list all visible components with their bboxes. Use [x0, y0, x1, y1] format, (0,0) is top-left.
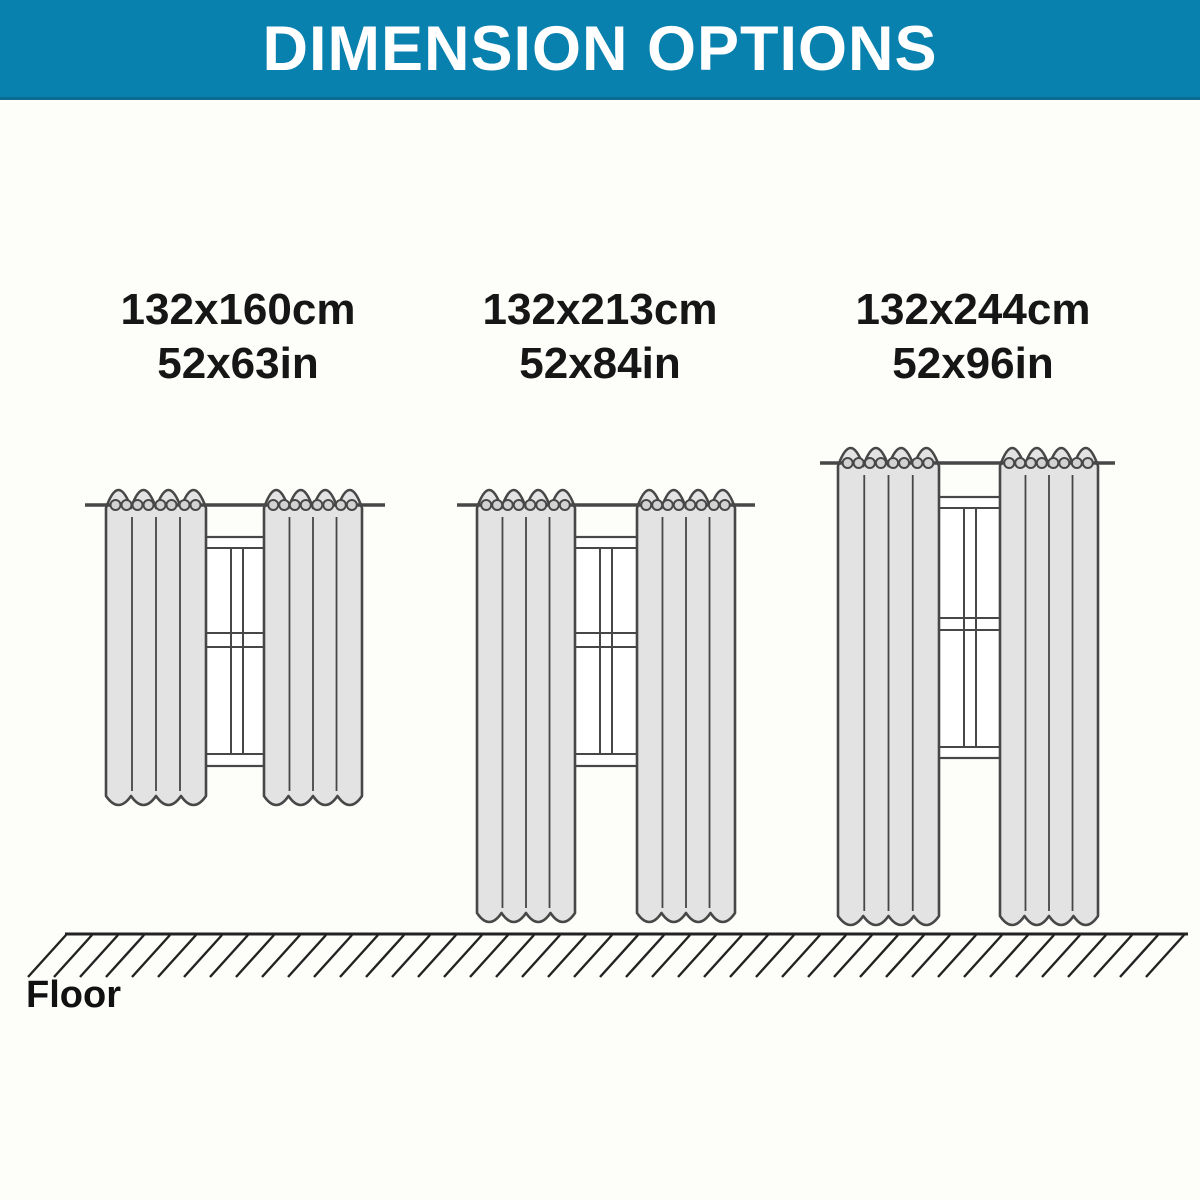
grommet-icon	[514, 500, 524, 510]
curtain-set-1	[85, 490, 385, 805]
grommet-icon	[709, 500, 719, 510]
grommet-icon	[1083, 458, 1093, 468]
grommet-icon	[674, 500, 684, 510]
grommet-icon	[685, 500, 695, 510]
grommet-icon	[525, 500, 535, 510]
grommet-icon	[923, 458, 933, 468]
floor-label: Floor	[26, 974, 121, 1016]
floor-hatching	[28, 934, 1188, 977]
size-option-2-in: 52x84in	[519, 339, 681, 388]
window-frame	[200, 537, 270, 766]
grommet-icon	[323, 500, 333, 510]
grommet-icon	[876, 458, 886, 468]
size-option-1-cm: 132x160cm	[120, 285, 356, 334]
grommet-icon	[503, 500, 513, 510]
grommet-icon	[652, 500, 662, 510]
size-option-2-cm: 132x213cm	[482, 285, 718, 334]
grommet-icon	[1048, 458, 1058, 468]
grommet-icon	[663, 500, 673, 510]
size-option-1-in: 52x63in	[157, 339, 319, 388]
grommet-icon	[180, 500, 190, 510]
grommet-icon	[865, 458, 875, 468]
grommet-icon	[167, 500, 177, 510]
curtain-panel-right	[1000, 448, 1098, 925]
grommet-icon	[481, 500, 491, 510]
curtain-panel-right	[264, 490, 362, 805]
grommet-icon	[912, 458, 922, 468]
grommet-icon	[888, 458, 898, 468]
grommet-icon	[696, 500, 706, 510]
grommet-icon	[492, 500, 502, 510]
grommet-icon	[560, 500, 570, 510]
grommet-icon	[1037, 458, 1047, 468]
size-option-3-in: 52x96in	[892, 339, 1054, 388]
window-outer-frame	[935, 497, 1005, 758]
grommet-icon	[268, 500, 278, 510]
grommet-icon	[1059, 458, 1069, 468]
grommet-icon	[536, 500, 546, 510]
grommet-icon	[549, 500, 559, 510]
grommet-icon	[1072, 458, 1082, 468]
curtain-set-2	[457, 490, 755, 922]
curtain-set-3	[820, 448, 1115, 925]
grommet-icon	[312, 500, 322, 510]
grommet-icon	[111, 500, 121, 510]
window-frame	[571, 537, 642, 766]
curtain-panel-right	[637, 490, 735, 922]
grommet-icon	[156, 500, 166, 510]
grommet-icon	[144, 500, 154, 510]
window-outer-frame	[200, 537, 270, 766]
grommet-icon	[1004, 458, 1014, 468]
grommet-icon	[122, 500, 132, 510]
grommet-icon	[290, 500, 300, 510]
window-outer-frame	[571, 537, 642, 766]
grommet-icon	[854, 458, 864, 468]
grommet-icon	[133, 500, 143, 510]
grommet-icon	[899, 458, 909, 468]
grommet-icon	[347, 500, 357, 510]
grommet-icon	[279, 500, 289, 510]
curtain-panel-left	[477, 490, 575, 922]
page-title: DIMENSION OPTIONS	[262, 13, 938, 84]
grommet-icon	[1026, 458, 1036, 468]
grommet-icon	[641, 500, 651, 510]
grommet-icon	[843, 458, 853, 468]
curtain-panel-left	[838, 448, 939, 925]
grommet-icon	[191, 500, 201, 510]
grommet-icon	[336, 500, 346, 510]
grommet-icon	[720, 500, 730, 510]
grommet-icon	[1015, 458, 1025, 468]
window-frame	[935, 497, 1005, 758]
grommet-icon	[301, 500, 311, 510]
size-option-3-cm: 132x244cm	[855, 285, 1091, 334]
curtain-panel-left	[106, 490, 206, 805]
